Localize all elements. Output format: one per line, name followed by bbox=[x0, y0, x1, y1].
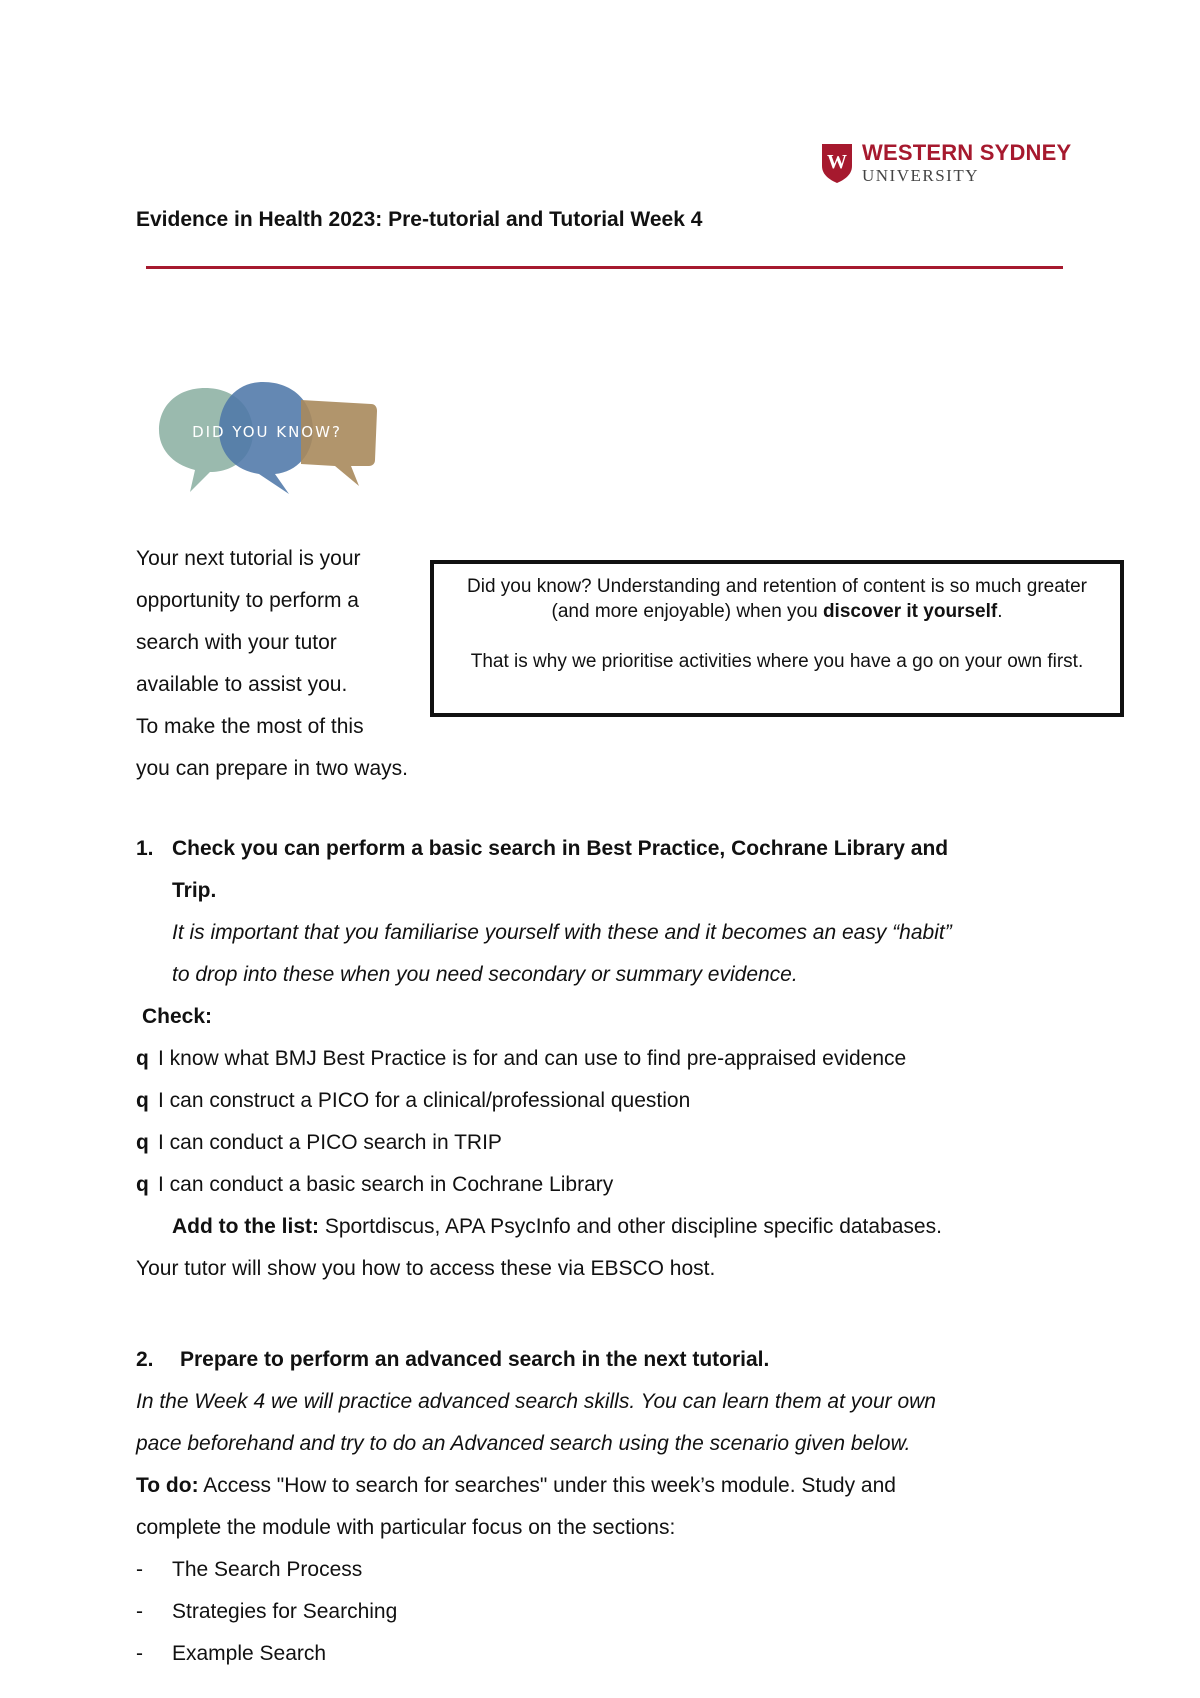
bubble-right bbox=[301, 400, 377, 486]
section-1-note-cont: to drop into these when you need secondary or summary evidence. bbox=[172, 963, 798, 986]
intro-paragraph bbox=[136, 538, 476, 790]
section-2-heading: 2. Prepare to perform an advanced search in the next tutorial. bbox=[136, 1348, 770, 1371]
document-title: Evidence in Health 2023: Pre-tutorial and Tutorial Week 4 bbox=[136, 208, 703, 231]
svg-text:DID YOU KNOW?: DID YOU KNOW? bbox=[192, 423, 342, 441]
title-divider bbox=[146, 266, 1063, 269]
logo-line1: WESTERN SYDNEY bbox=[862, 140, 1072, 165]
callout-paragraph-1: Did you know? Understanding and retention of content is so much greater (and more enjoyable) when you discover it yourself. bbox=[467, 576, 1087, 622]
bullet-item: - Example Search bbox=[136, 1642, 327, 1665]
svg-text:W: W bbox=[827, 151, 847, 173]
intro-line: you can prepare in two ways. bbox=[136, 757, 408, 780]
todo-line: To do: Access "How to search for searches" under this week’s module. Study and bbox=[136, 1474, 896, 1497]
intro-line: To make the most of this bbox=[136, 715, 364, 738]
checklist-item[interactable]: q I can construct a PICO for a clinical/professional question bbox=[136, 1080, 1096, 1122]
checklist-item[interactable]: q I can conduct a PICO search in TRIP bbox=[136, 1122, 1096, 1164]
intro-line: available to assist you. bbox=[136, 673, 348, 696]
callout-emphasis: discover it yourself bbox=[822, 601, 998, 622]
intro-line: Your next tutorial is your bbox=[136, 547, 361, 570]
section-2 bbox=[136, 1339, 1096, 1675]
checkbox-icon[interactable]: q bbox=[136, 1089, 149, 1112]
intro-line: search with your tutor bbox=[136, 631, 337, 654]
section-1-heading-cont: Trip. bbox=[172, 879, 217, 902]
checklist-item[interactable]: q I know what BMJ Best Practice is for and can use to find pre-appraised evidence bbox=[136, 1038, 1096, 1080]
did-you-know-graphic bbox=[155, 380, 380, 500]
todo-line-cont: complete the module with particular focus on the sections: bbox=[136, 1516, 676, 1539]
check-label: Check: bbox=[142, 1005, 213, 1028]
section-2-note-cont: pace beforehand and try to do an Advanced search using the scenario given below. bbox=[136, 1432, 911, 1455]
bullet-item: - The Search Process bbox=[136, 1558, 363, 1581]
intro-line: opportunity to perform a bbox=[136, 589, 359, 612]
section-2-note: In the Week 4 we will practice advanced search skills. You can learn them at your own bbox=[136, 1390, 936, 1413]
section-1 bbox=[136, 828, 1096, 1290]
university-shield-icon bbox=[820, 142, 854, 184]
university-logo bbox=[820, 140, 1080, 190]
checklist-item[interactable]: q I can conduct a basic search in Cochrane Library bbox=[136, 1164, 1096, 1206]
tutor-note: Your tutor will show you how to access these via EBSCO host. bbox=[136, 1257, 716, 1280]
add-to-list: Add to the list: Sportdiscus, APA PsycInfo and other discipline specific databases. bbox=[172, 1215, 942, 1238]
callout-paragraph-2: That is why we prioritise activities where you have a go on your own first. bbox=[470, 651, 1084, 672]
checkbox-icon[interactable]: q bbox=[136, 1131, 149, 1154]
section-1-heading: 1. Check you can perform a basic search in Best Practice, Cochrane Library and bbox=[136, 837, 949, 860]
checkbox-icon[interactable]: q bbox=[136, 1173, 149, 1196]
checkbox-icon[interactable]: q bbox=[136, 1047, 149, 1070]
did-you-know-callout bbox=[430, 560, 1124, 717]
logo-line2: UNIVERSITY bbox=[862, 166, 979, 185]
section-1-note: It is important that you familiarise yourself with these and it becomes an easy “habit” bbox=[172, 921, 952, 944]
bullet-item: - Strategies for Searching bbox=[136, 1600, 398, 1623]
